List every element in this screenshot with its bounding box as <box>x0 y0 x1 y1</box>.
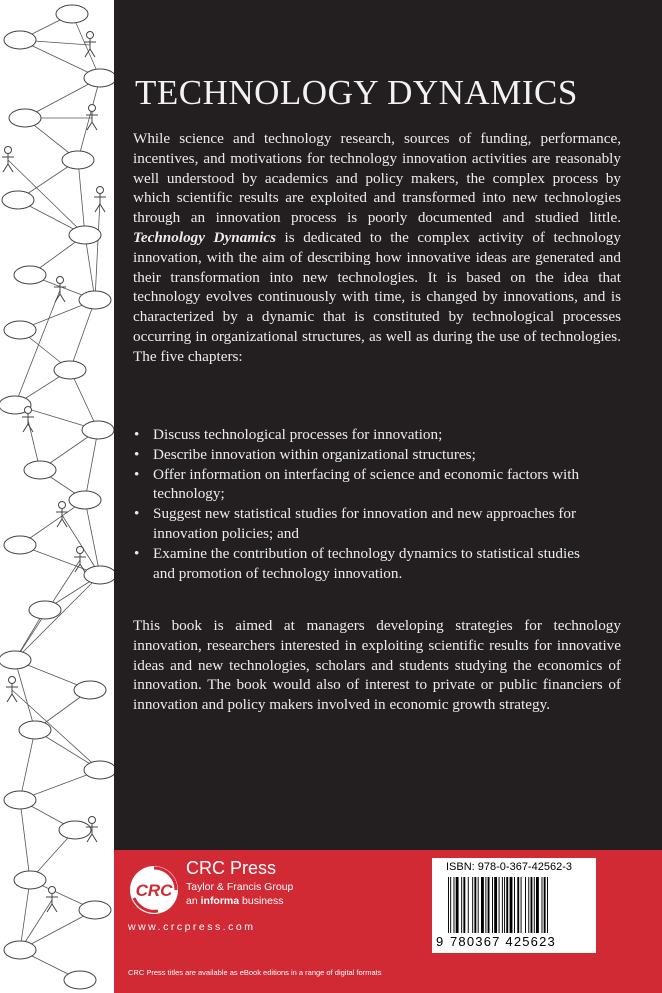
barcode-lead-digit: 9 <box>436 934 444 949</box>
publisher-footer <box>114 850 662 993</box>
chapter-item: • Describe innovation within organizational structures; <box>133 445 603 465</box>
ebook-availability-note: CRC Press titles are available as eBook editions in a range of digital formats <box>128 968 382 977</box>
chapter-list <box>133 425 603 583</box>
barcode-bars <box>448 877 588 933</box>
chapter-item: • Suggest new statistical studies for innovation and new approaches for innovation policies; and <box>133 504 603 544</box>
publisher-website-link[interactable]: www.crcpress.com <box>128 921 256 933</box>
business-suffix: business <box>239 895 284 907</box>
business-prefix: an <box>186 895 201 907</box>
logo-lettering: CRC <box>135 881 173 900</box>
isbn-barcode <box>432 858 596 953</box>
description-book-title: Technology Dynamics <box>133 228 276 246</box>
people-network-illustration <box>0 0 114 993</box>
back-cover-content <box>114 0 662 850</box>
audience-paragraph: This book is aimed at managers developing strategies for technology innovation, researchers interested in exploiting scientific results for innovative ideas and new technologies, scholars and students studying the economics of innovation. The book would also of interest to private or public financiers of innovation and policy makers involved in economic growth strategy. <box>133 617 621 714</box>
description-body: is dedicated to the complex activity of technology innovation, with the aim of describing how innovative ideas are generated and their transformation into new technologies. It is based on the idea that technology evolves continuously with time, is changed by innovations, and is characterized by a dynamic that is constituted by technological processes occurring in organizational structures, as well as during the use of technologies. The five chapters: <box>133 228 621 365</box>
description-intro: While science and technology research, sources of funding, performance, incentives, and motivations for technology innovation activities are reasonably well understood by academics and policy makers, the complex process by which scientific results are exploited and transformed into new technologies through an innovation process is poorly documented and studied little. <box>133 130 621 227</box>
book-description <box>133 129 621 367</box>
chapter-item: • Offer information on interfacing of science and economic factors with technology; <box>133 465 603 505</box>
chapter-item: • Examine the contribution of technology dynamics to statistical studies and promotion of technology innovation. <box>133 544 603 584</box>
publisher-name: CRC Press <box>186 858 277 878</box>
chapter-item: • Discuss technological processes for innovation; <box>133 425 603 445</box>
book-title: TECHNOLOGY DYNAMICS <box>135 73 578 112</box>
barcode-number: 780367 425623 <box>450 934 556 949</box>
network-illustration-panel <box>0 0 114 993</box>
business-brand: informa <box>200 895 240 907</box>
isbn-label: ISBN: 978-0-367-42562-3 <box>446 861 572 873</box>
publisher-group: Taylor & Francis Group <box>186 881 294 893</box>
crc-logo-icon <box>128 864 180 916</box>
publisher-business-line <box>186 895 283 907</box>
